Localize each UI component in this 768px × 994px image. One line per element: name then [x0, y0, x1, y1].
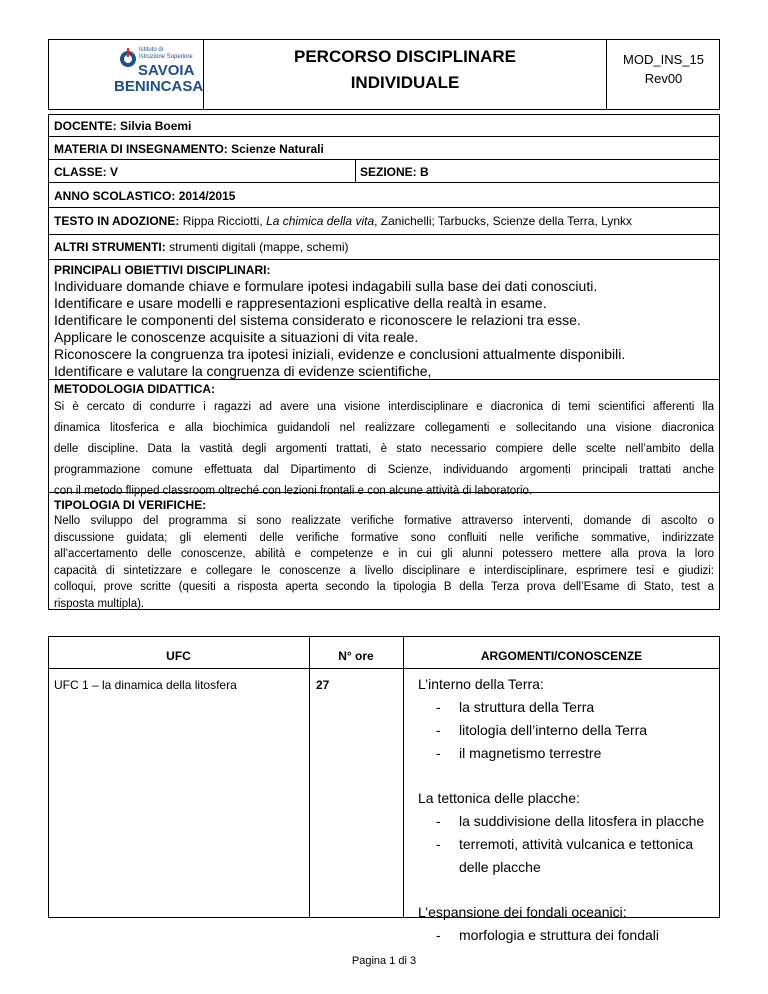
topic-item: - la struttura della Terra: [436, 699, 595, 715]
classe-value: V: [110, 165, 119, 179]
obiettivo-item: Identificare e valutare la congruenza di evidenze scientifiche,: [54, 363, 432, 379]
altri-value: strumenti digitali (mappe, schemi): [169, 240, 349, 254]
sezione-cell: [360, 164, 429, 180]
classe-cell: [54, 164, 118, 180]
page-title-line2: INDIVIDUALE: [350, 73, 460, 92]
obiettivo-item: Identificare e usare modelli e rappresentazioni esplicative della realtà in esame.: [54, 295, 547, 311]
verifiche-line: Nello sviluppo del programma si sono realizzate verifiche formative attraverso interventi, domande di ascolto o: [54, 515, 714, 527]
anno-row: [54, 188, 235, 204]
anno-value: 2014/2015: [178, 189, 236, 203]
topic-item: - il magnetismo terrestre: [436, 745, 602, 761]
obiettivi-block: [54, 262, 714, 380]
docente-value: Silvia Boemi: [120, 119, 192, 133]
page-title: [204, 44, 606, 96]
testo-part2: , Zanichelli; Tarbucks, Scienze della Terra, Lynkx: [374, 214, 633, 228]
logo-small-line2: Istruzione Superiore: [139, 54, 193, 60]
obiettivo-item: Applicare le conoscenze acquisite a situazioni di vita reale.: [54, 329, 419, 345]
module-code-line2: Rev00: [644, 71, 683, 86]
anno-label: ANNO SCOLASTICO:: [54, 189, 176, 203]
verifiche-line: risposta multipla).: [54, 597, 145, 610]
testo-row: [54, 213, 632, 229]
altri-label: ALTRI STRUMENTI:: [54, 240, 166, 254]
docente-row: [54, 118, 191, 134]
topic-item: - terremoti, attività vulcanica e tettonica: [436, 836, 694, 852]
ufc-1-hours: 27: [316, 678, 330, 692]
altri-row: [54, 239, 349, 255]
topic-title: L’espansione dei fondali oceanici:: [418, 904, 627, 920]
metodologia-line: dinamica litosferica e alla biochimica guidandoli nel realizzare collegamenti e sollecitando una visione diacronica: [54, 422, 714, 434]
topic-item: - la suddivisione della litosfera in placche: [436, 813, 705, 829]
verifiche-label: TIPOLOGIA DI VERIFICHE:: [54, 498, 207, 512]
materia-label: MATERIA DI INSEGNAMENTO:: [54, 142, 228, 156]
obiettivi-label: PRINCIPALI OBIETTIVI DISCIPLINARI:: [54, 263, 271, 277]
materia-value: Scienze Naturali: [231, 142, 324, 156]
metodologia-line: programmazione comune effettuata dal Dipartimento di Scienze, individuando argomenti principali trattati anche: [54, 464, 714, 476]
ufc-1-topics: [418, 673, 718, 947]
sezione-label: SEZIONE:: [360, 165, 417, 179]
obiettivo-item: Riconoscere la congruenza tra ipotesi iniziali, evidenze e conclusioni attualmente disponibili.: [54, 346, 626, 362]
page-number: Pagina 1 di 3: [351, 955, 417, 967]
docente-label: DOCENTE:: [54, 119, 117, 133]
topic-title: L’interno della Terra:: [418, 676, 544, 692]
metodologia-line: con il metodo flipped classroom oltreché con lezioni frontali e con alcune attività di laboratorio.: [54, 485, 533, 497]
logo-name-savoia: SAVOIA: [138, 62, 195, 79]
logo-name-benincasa: BENINCASA: [114, 78, 204, 95]
ufc-1-name: UFC 1 – la dinamica della litosfera: [54, 678, 237, 692]
sezione-value: B: [420, 165, 429, 179]
verifiche-block: [54, 497, 714, 612]
metodologia-line: Si è cercato di condurre i ragazzi ad avere una visione interdisciplinare e diacronica di temi scientifici afferenti lla: [54, 401, 714, 413]
metodologia-label: METODOLOGIA DIDATTICA:: [54, 382, 216, 396]
verifiche-line: discussione guidata; gli elementi delle verifiche formative sono confluiti nelle verifiche sommative, indirizzate: [54, 531, 714, 544]
col-header-ore: N° ore: [338, 649, 374, 663]
col-header-argomenti: ARGOMENTI/CONOSCENZE: [480, 649, 643, 663]
verifiche-line: all’accertamento delle conoscenze, abilità e competenze e in cui gli alunni potessero mettere alla prova la loro: [54, 548, 714, 560]
obiettivo-item: Identificare le componenti del sistema considerato e riconoscere le relazioni tra esse.: [54, 312, 581, 328]
materia-row: [54, 141, 324, 157]
topic-item: - morfologia e struttura dei fondali: [436, 927, 659, 943]
topic-title: La tettonica delle placche:: [418, 790, 580, 806]
topic-item: - litologia dell’interno della Terra: [436, 722, 648, 738]
topic-item-continuation: delle placche: [459, 859, 541, 875]
school-logo: [114, 44, 204, 104]
metodologia-block: [54, 381, 714, 502]
classe-label: CLASSE:: [54, 165, 107, 179]
logo-small-line1: Istituto di: [139, 47, 164, 53]
verifiche-line: colloqui, prove scritte (quesiti a risposta aperta secondo la tipologia B della Terza prova dell’Esame di Stato, test a: [54, 581, 714, 593]
testo-label: TESTO IN ADOZIONE:: [54, 214, 180, 228]
page-title-line1: PERCORSO DISCIPLINARE: [294, 47, 516, 66]
module-code-line1: MOD_INS_15: [623, 52, 704, 67]
testo-part1: Rippa Ricciotti,: [182, 214, 263, 228]
module-code: [607, 50, 720, 88]
verifiche-line: capacità di sintetizzare e collegare le conoscenze a livello disciplinare e interdisciplinare, esprimere tesi e giudizi:: [54, 564, 714, 577]
testo-italic: La chimica della vita: [266, 214, 375, 228]
obiettivo-item: Individuare domande chiave e formulare ipotesi indagabili sulla base dei dati conosciuti.: [54, 278, 598, 294]
col-header-ufc: UFC: [166, 649, 191, 663]
metodologia-line: delle discipline. Data la vastità degli argomenti trattati, è stato necessario compiere delle scelte nell’ambito della: [54, 443, 714, 455]
